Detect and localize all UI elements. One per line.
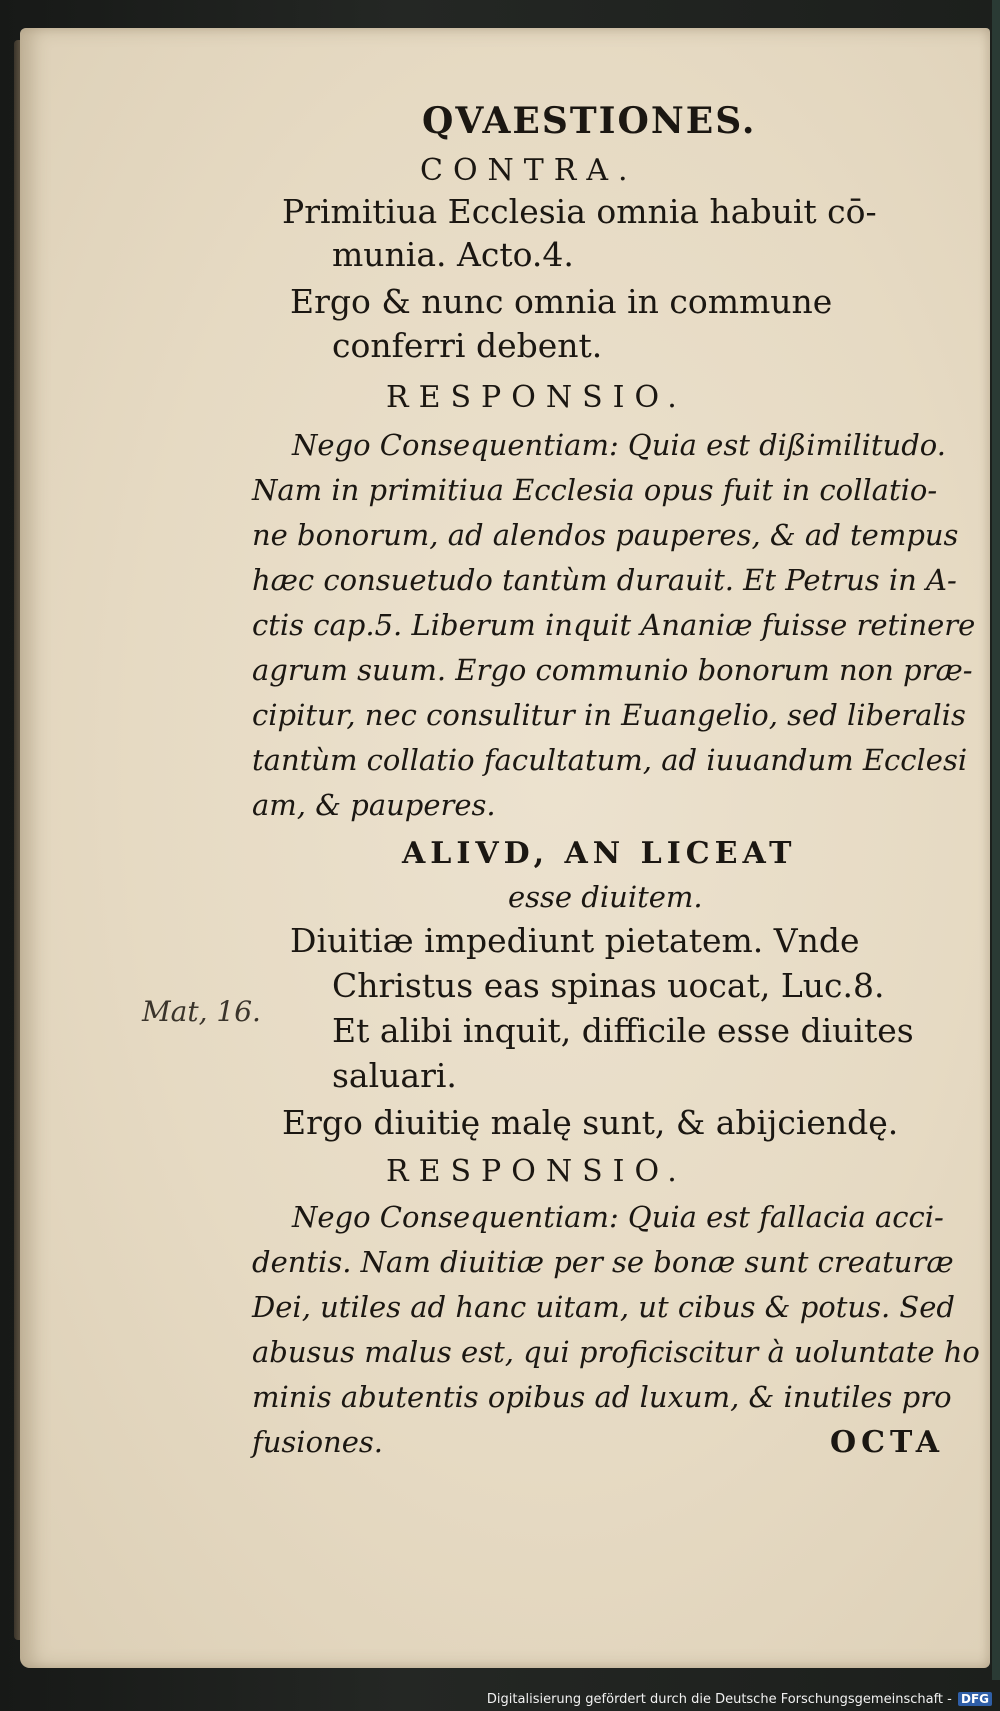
credit-text: Digitalisierung gefördert durch die Deutsche Forschungsgemeinschaft - [486,1692,952,1707]
book-spine [992,0,1000,1680]
section-heading-contra: CONTRA. [420,153,638,188]
digitization-credit [487,1692,992,1707]
response-line: Nego Consequentiam: Quia est fallacia acci- [292,1200,944,1234]
argument-line: Et alibi inquit, difficile esse diuites [332,1011,914,1050]
response-line: agrum suum. Ergo communio bonorum non præ- [252,653,973,687]
response-line: fusiones. [252,1425,383,1459]
section-heading-aliud: ALIVD, AN LICEAT [402,836,797,871]
argument-line: Primitiua Ecclesia omnia habuit cō- [282,192,877,231]
argument-line: saluari. [332,1056,457,1095]
response-line: dentis. Nam diuitiæ per se bonæ sunt creaturæ [252,1245,954,1279]
response-line: Nam in primitiua Ecclesia opus fuit in collatio- [252,473,938,507]
argument-line: Ergo & nunc omnia in commune [290,282,833,321]
response-line: Nego Consequentiam: Quia est dißimilitudo. [292,428,946,462]
response-line: ne bonorum, ad alendos pauperes, & ad tempus [252,518,959,552]
response-line: Dei, utiles ad hanc uitam, ut cibus & potus. Sed [252,1290,955,1324]
argument-line: Christus eas spinas uocat, Luc.8. [332,966,885,1005]
argument-line: munia. Acto.4. [332,235,574,274]
response-line: hæc consuetudo tantùm durauit. Et Petrus in A- [252,563,957,597]
response-line: am, & pauperes. [252,788,496,822]
dfg-logo: DFG [958,1692,992,1706]
argument-line: Ergo diuitię malę sunt, & abijciendę. [282,1103,899,1142]
response-line: tantùm collatio facultatum, ad iuuandum Ecclesi [252,743,968,777]
running-title: QVAESTIONES. [422,100,757,142]
response-line: minis abutentis opibus ad luxum, & inutiles pro [252,1380,952,1414]
section-heading-responsio: RESPONSIO. [386,1154,687,1189]
response-line: cipitur, nec consulitur in Euangelio, sed liberalis [252,698,966,732]
response-line: abusus malus est, qui proficiscitur à uoluntate ho [252,1335,980,1369]
section-subheading: esse diuitem. [508,880,703,914]
section-heading-responsio: RESPONSIO. [386,380,687,415]
response-line: ctis cap.5. Liberum inquit Ananiæ fuisse retinere [252,608,976,642]
argument-line: conferri debent. [332,326,603,365]
argument-line: Diuitiæ impediunt pietatem. Vnde [290,921,860,960]
margin-note: Mat, 16. [142,995,261,1028]
book-page [20,28,990,1668]
catchword: OCTA [830,1425,944,1460]
